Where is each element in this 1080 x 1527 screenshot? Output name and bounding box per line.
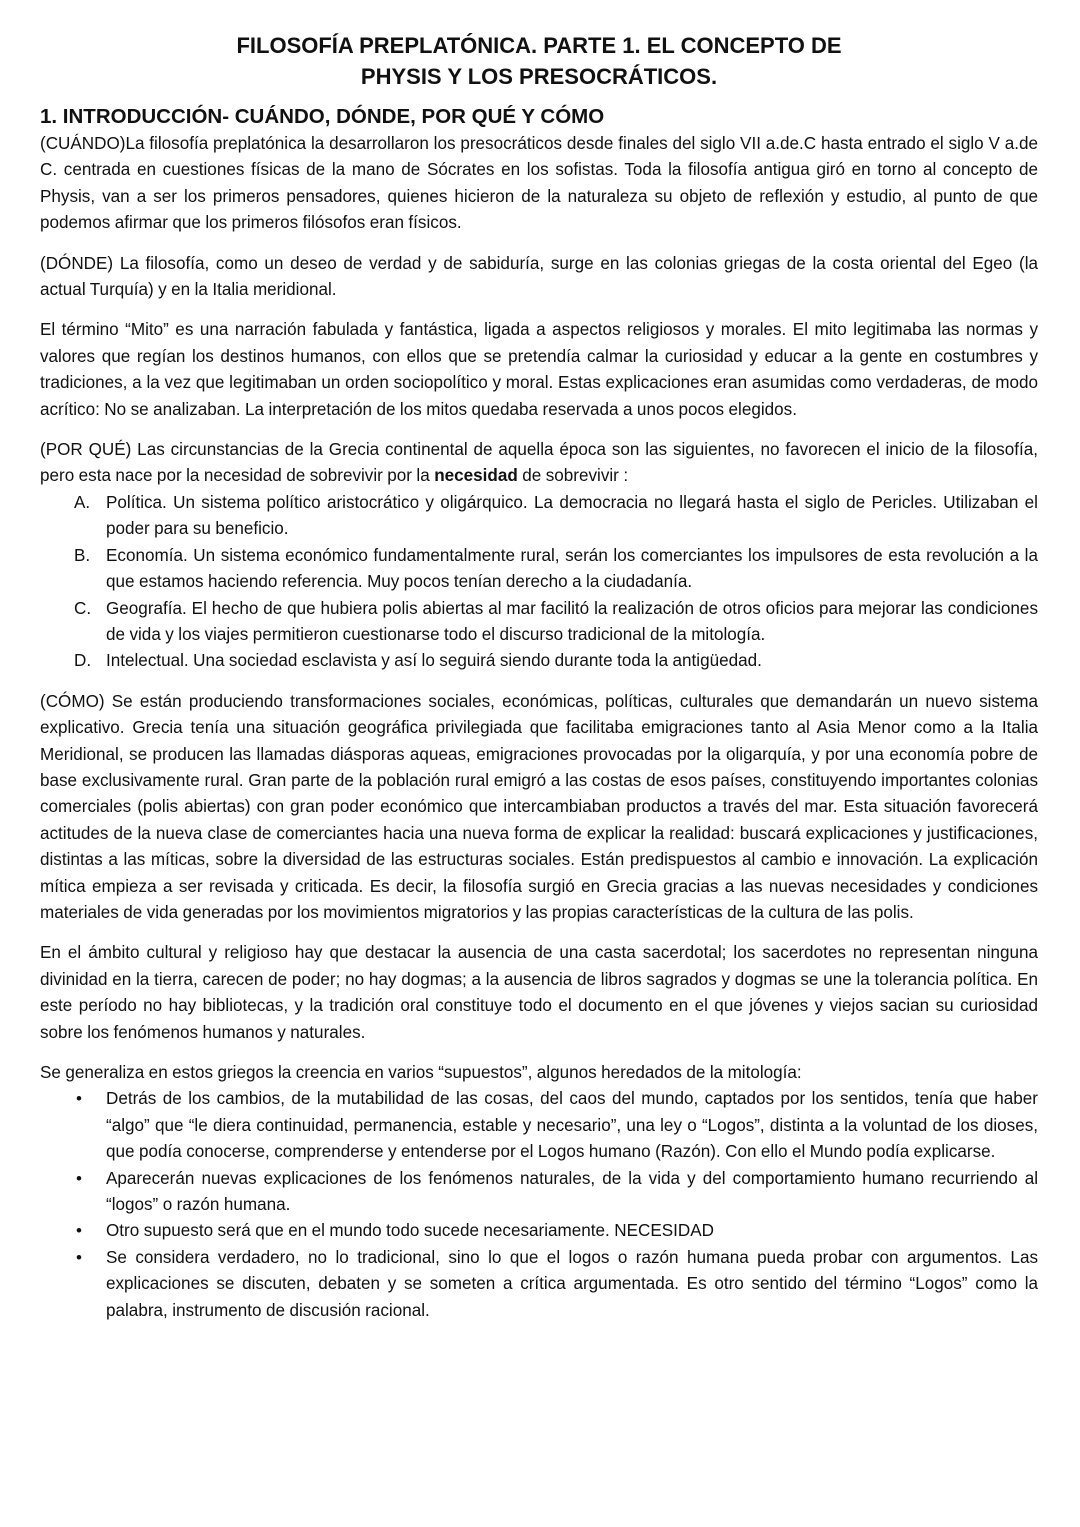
paragraph-por-que-start: (POR QUÉ) Las circunstancias de la Grecia continental de aquella época son las siguientes, no favorecen el inicio de la filosofía, pero esta nace por la necesidad de sobrevivir por la	[40, 440, 1038, 486]
list-item	[40, 596, 1038, 649]
paragraph-cuando: (CUÁNDO)La filosofía preplatónica la desarrollaron los presocráticos desde finales del siglo VII a.de.C hasta entrado el siglo V a.de C. centrada en cuestiones físicas de la mano de Sócrates en los sofistas. Toda la filosofía antigua giró en torno al concepto de Physis, van a ser los primeros pensadores, quienes hicieron de la naturaleza su objeto de reflexión y estudio, al punto de que podemos afirmar que los primeros filósofos eran físicos.	[40, 134, 1038, 233]
list-item-text: Economía. Un sistema económico fundamentalmente rural, serán los comerciantes los impulsores de esta revolución a la que estamos haciendo referencia. Muy pocos tenían derecho a la ciudadanía.	[106, 545, 1038, 592]
list-item	[40, 1086, 1038, 1165]
bullet-icon: •	[76, 1168, 82, 1188]
list-item	[40, 1245, 1038, 1324]
list-item-text: Otro supuesto será que en el mundo todo sucede necesariamente. NECESIDAD	[106, 1221, 714, 1241]
paragraph-como: (CÓMO) Se están produciendo transformaciones sociales, económicas, políticas, culturales que demandarán un nuevo sistema explicativo. Grecia tenía una situación geográfica privilegiada que facilitaba emigraciones tanto al Asia Menor como a la Italia Meridional, se producen las llamadas diásporas aqueas, emigraciones provocadas por la oligarquía, y por una economía pobre de base exclusivamente rural. Gran parte de la población rural emigró a las costas de esos países, constituyendo importantes colonias comerciales (polis abiertas) con gran poder económico que intercambiaban productos a través del mar. Esta situación favorecerá actitudes de la nueva clase de comerciantes hacia una nueva forma de explicar la realidad: buscará explicaciones y justificaciones, distintas a las míticas, sobre la diversidad de las estructuras sociales. Están predispuestos al cambio e innovación. La explicación mítica empieza a ser revisada y criticada. Es decir, la filosofía surgió en Grecia gracias a las nuevas necesidades y condiciones materiales de vida generadas por los movimientos migratorios y las propias características de la cultura de las polis.	[40, 691, 1038, 922]
paragraph-por-que-bold: necesidad	[434, 466, 518, 486]
paragraph-donde: (DÓNDE) La filosofía, como un deseo de verdad y de sabiduría, surge en las colonias griegas de la costa oriental del Egeo (la actual Turquía) y en la Italia meridional.	[40, 253, 1038, 300]
list-item-text: Política. Un sistema político aristocrático y oligárquico. La democracia no llegará hasta el siglo de Pericles. Utilizaban el poder para su beneficio.	[106, 492, 1038, 539]
bullet-icon: •	[76, 1089, 82, 1109]
paragraph-generaliza: Se generaliza en estos griegos la creencia en varios “supuestos”, algunos heredados de la mitología:	[40, 1063, 802, 1082]
por-que-list	[40, 490, 1038, 675]
list-item-text: Intelectual. Una sociedad esclavista y así lo seguirá siendo durante toda la antigüedad.	[106, 651, 762, 671]
list-item-text: Detrás de los cambios, de la mutabilidad de las cosas, del caos del mundo, captados por los sentidos, tenía que haber “algo” que “le diera continuidad, permanencia, estable y necesario”, una ley o “Logos”, distinta a la voluntad de los dioses, que podía conocerse, comprenderse y entenderse por el Logos humano (Razón). Con ello el Mundo podía explicarse.	[106, 1089, 1038, 1162]
list-item	[40, 648, 1038, 674]
list-marker: D.	[74, 651, 92, 671]
list-item-text: Aparecerán nuevas explicaciones de los fenómenos naturales, de la vida y del comportamiento humano recurriendo al “logos” o razón humana.	[106, 1168, 1038, 1215]
list-item	[40, 1218, 1038, 1244]
section-heading: 1. INTRODUCCIÓN- CUÁNDO, DÓNDE, POR QUÉ Y CÓMO	[40, 105, 605, 128]
list-marker: C.	[74, 598, 92, 618]
list-item	[40, 490, 1038, 543]
paragraph-por-que-end: de sobrevivir :	[517, 466, 629, 486]
bullet-icon: •	[76, 1221, 82, 1241]
title-line-1: FILOSOFÍA PREPLATÓNICA. PARTE 1. EL CONCEPTO DE	[236, 33, 842, 58]
paragraph-mito: El término “Mito” es una narración fabulada y fantástica, ligada a aspectos religiosos y morales. El mito legitimaba las normas y valores que regían los destinos humanos, con ellos que se pretendía calmar la curiosidad y educar a la gente en costumbres y tradiciones, a la vez que legitimaban un orden sociopolítico y moral. Estas explicaciones eran asumidas como verdaderas, de modo acrítico: No se analizaban. La interpretación de los mitos quedaba reservada a unos pocos elegidos.	[40, 320, 1038, 419]
bullet-icon: •	[76, 1247, 82, 1267]
list-marker: A.	[74, 492, 91, 512]
title-line-2: PHYSIS Y LOS PRESOCRÁTICOS.	[360, 64, 718, 89]
list-item-text: Se considera verdadero, no lo tradicional, sino lo que el logos o razón humana pueda probar con argumentos. Las explicaciones se discuten, debaten y se someten a crítica argumentada. Es otro sentido del término “Logos” como la palabra, instrumento de discusión racional.	[106, 1247, 1038, 1320]
list-item	[40, 543, 1038, 596]
supuestos-list	[40, 1086, 1038, 1324]
paragraph-por-que	[40, 437, 1038, 490]
page-title	[40, 30, 1038, 92]
list-marker: B.	[74, 545, 91, 565]
paragraph-ambito: En el ámbito cultural y religioso hay que destacar la ausencia de una casta sacerdotal; los sacerdotes no representan ninguna divinidad en la tierra, carecen de poder; no hay dogmas; a la ausencia de libros sagrados y dogmas se une la tolerancia política. En este período no hay bibliotecas, y la tradición oral constituye todo el documento en el que jóvenes y viejos sacian su curiosidad sobre los fenómenos humanos y naturales.	[40, 943, 1038, 1042]
list-item	[40, 1166, 1038, 1219]
list-item-text: Geografía. El hecho de que hubiera polis abiertas al mar facilitó la realización de otros oficios para mejorar las condiciones de vida y los viajes permitieron cuestionarse todo el discurso tradicional de la mitología.	[106, 598, 1038, 644]
